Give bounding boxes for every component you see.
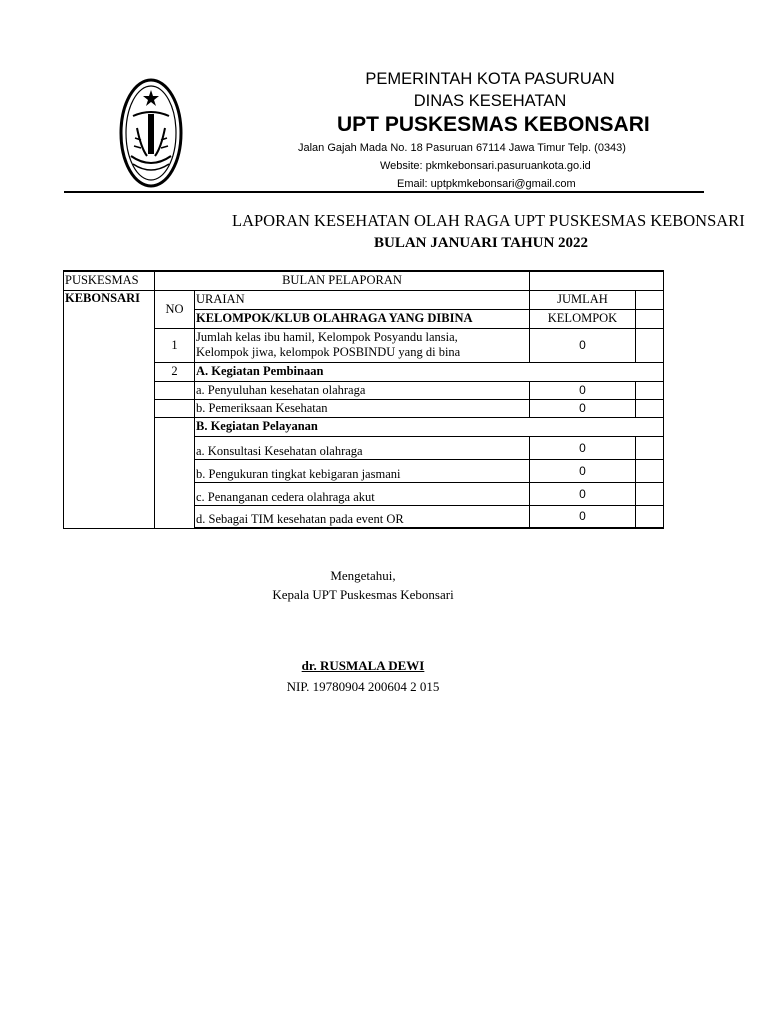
header-divider	[64, 191, 704, 193]
item-label: b. Pengukuran tingkat kebigaran jasmani	[195, 459, 530, 482]
item-value: 0	[530, 459, 636, 482]
empty-cell	[636, 505, 664, 528]
no-header: NO	[155, 290, 195, 328]
signer-position: Kepala UPT Puskesmas Kebonsari	[272, 587, 454, 602]
acknowledged-label: Mengetahui,	[330, 568, 396, 583]
row-number: 2	[155, 362, 195, 381]
item-value: 0	[530, 505, 636, 528]
item-value: 0	[530, 436, 636, 459]
empty-cell	[636, 328, 664, 362]
government-name: PEMERINTAH KOTA PASURUAN	[365, 70, 615, 88]
item-value: 0	[530, 399, 636, 417]
empty-no-cell	[155, 399, 195, 417]
item-label: b. Pemeriksaan Kesehatan	[195, 399, 530, 417]
website-line: Website: pkmkebonsari.pasuruankota.go.id	[380, 160, 591, 172]
report-title: LAPORAN KESEHATAN OLAH RAGA UPT PUSKESMAS KEBONSARI	[232, 211, 745, 230]
department-name: DINAS KESEHATAN	[413, 92, 567, 110]
jumlah-header: JUMLAH	[530, 290, 636, 309]
row-value: 0	[530, 328, 636, 362]
group-b-heading: B. Kegiatan Pelayanan	[195, 417, 664, 436]
empty-cell	[636, 482, 664, 505]
empty-header-cell	[530, 271, 664, 290]
empty-cell	[636, 459, 664, 482]
puskesmas-name: KEBONSARI	[64, 290, 155, 528]
puskesmas-header: PUSKESMAS	[64, 271, 155, 290]
empty-cell	[636, 436, 664, 459]
row-description	[195, 328, 530, 362]
row-number: 1	[155, 328, 195, 362]
empty-cell	[636, 381, 664, 399]
empty-cell	[636, 309, 664, 328]
item-label: c. Penanganan cedera olahraga akut	[195, 482, 530, 505]
section-heading: KELOMPOK/KLUB OLAHRAGA YANG DIBINA	[195, 309, 530, 328]
item-label: a. Konsultasi Kesehatan olahraga	[195, 436, 530, 459]
address-line: Jalan Gajah Mada No. 18 Pasuruan 67114 Jawa Timur Telp. (0343)	[298, 142, 626, 154]
report-period: BULAN JANUARI TAHUN 2022	[374, 235, 589, 251]
empty-cell	[636, 290, 664, 309]
group-a-heading: A. Kegiatan Pembinaan	[195, 362, 664, 381]
empty-no-cell	[155, 381, 195, 399]
signer-nip: NIP. 19780904 200604 2 015	[286, 679, 440, 694]
empty-cell	[636, 399, 664, 417]
unit-header: KELOMPOK	[530, 309, 636, 328]
uraian-header: URAIAN	[195, 290, 530, 309]
table-header-row	[64, 271, 664, 290]
bulan-pelaporan-header: BULAN PELAPORAN	[155, 271, 530, 290]
item-value: 0	[530, 482, 636, 505]
report-table	[63, 270, 664, 529]
row-description-line: Jumlah kelas ibu hamil, Kelompok Posyandu lansia,	[196, 330, 458, 344]
item-value: 0	[530, 381, 636, 399]
signer-name: dr. RUSMALA DEWI	[301, 658, 425, 673]
institution-name: UPT PUSKESMAS KEBONSARI	[337, 113, 650, 136]
email-line: Email: uptpkmkebonsari@gmail.com	[397, 178, 576, 190]
table-row	[64, 290, 664, 309]
empty-no-cell	[155, 417, 195, 528]
item-label: a. Penyuluhan kesehatan olahraga	[195, 381, 530, 399]
item-label: d. Sebagai TIM kesehatan pada event OR	[195, 505, 530, 528]
row-description-line: Kelompok jiwa, kelompok POSBINDU yang di bina	[196, 345, 461, 359]
pasuruan-city-emblem-icon	[119, 78, 183, 188]
